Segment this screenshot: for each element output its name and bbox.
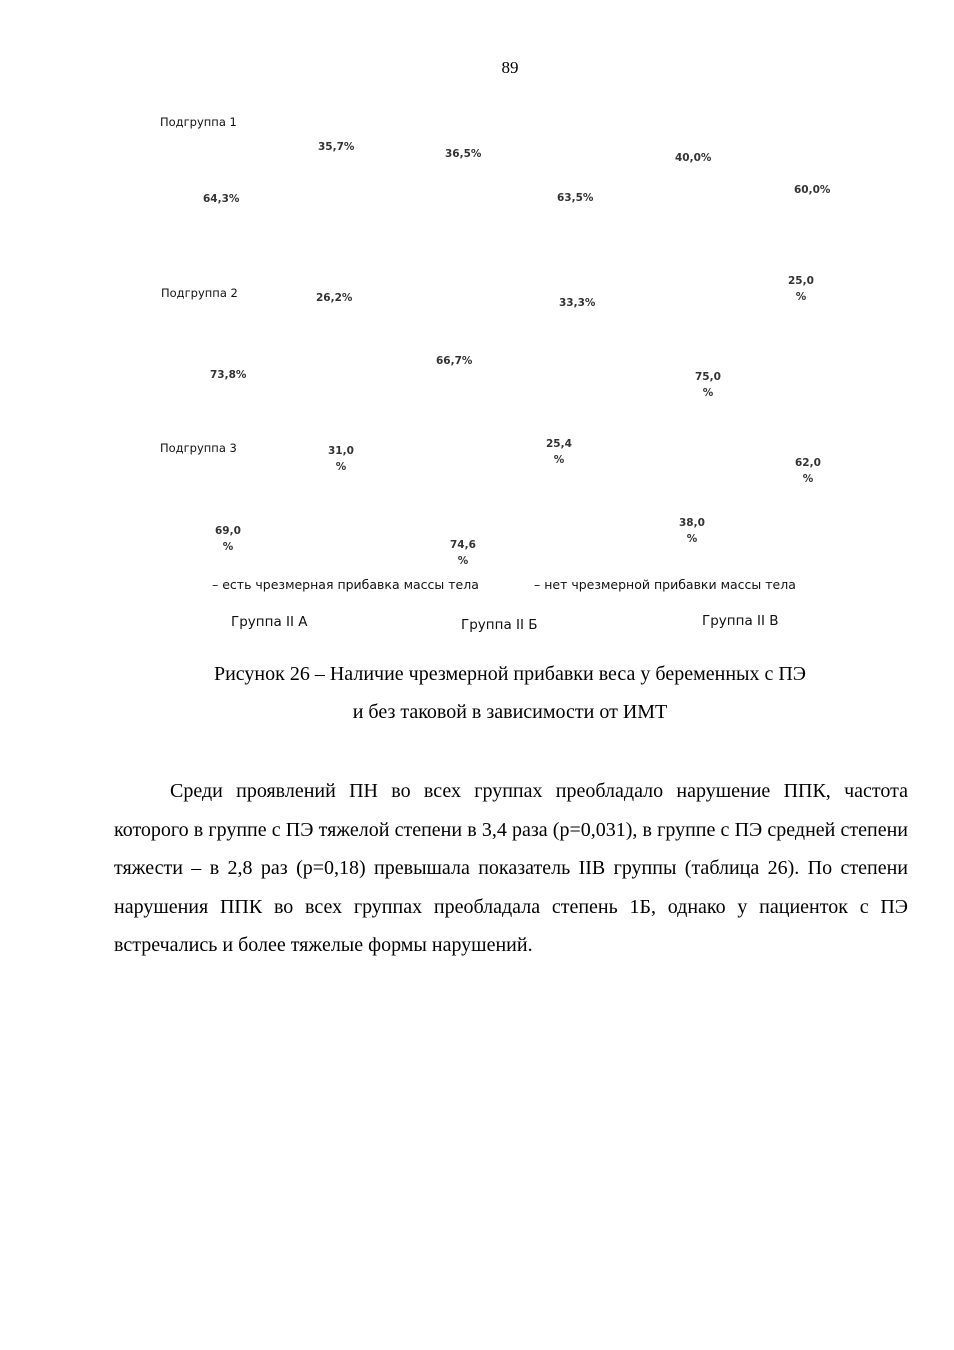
data-label: 25,0 % (788, 275, 814, 303)
row-label-subgroup-2: Подгруппа 2 (161, 286, 238, 300)
data-label: 33,3% (559, 297, 596, 309)
group-label-iib: Группа II Б (461, 617, 538, 633)
page-number: 89 (501, 58, 519, 77)
data-label: 62,0 % (795, 457, 821, 485)
body-paragraph: Среди проявлений ПН во всех группах преобладало нарушение ППК, частота которого в группе с ПЭ тяжелой степени в 3,4 раза (р=0,031), в группе с ПЭ средней степени тяжести – в 2,8 раз (р=0,18) превышала показатель IIВ группы (таблица 26). По степени нарушения ППК во всех группах преобладала степень 1Б, однако у пациенток с ПЭ встречались и более тяжелые формы нарушений. (114, 780, 908, 957)
group-label-iia: Группа II А (231, 614, 308, 630)
legend-no-excess: – нет чрезмерной прибавки массы тела (534, 577, 796, 592)
figure-caption-line-1: Рисунок 26 – Наличие чрезмерной прибавки веса у беременных с ПЭ (213, 663, 806, 685)
data-label: 66,7% (436, 355, 473, 367)
row-label-subgroup-3: Подгруппа 3 (160, 441, 237, 455)
row-label-subgroup-1: Подгруппа 1 (160, 115, 237, 129)
data-label: 73,8% (210, 369, 247, 381)
data-label: 74,6 % (450, 539, 476, 567)
data-label: 69,0 % (215, 525, 241, 553)
data-label: 63,5% (557, 192, 594, 204)
data-label: 64,3% (203, 193, 240, 205)
data-label: 60,0% (794, 184, 831, 196)
group-label-iiv: Группа II В (702, 613, 779, 629)
data-label: 31,0 % (328, 445, 354, 473)
data-label: 35,7% (318, 141, 355, 153)
pie-chart-figure (0, 0, 954, 650)
data-label: 36,5% (445, 148, 482, 160)
figure-caption-line-2: и без таковой в зависимости от ИМТ (352, 701, 668, 723)
legend-has-excess: – есть чрезмерная прибавка массы тела (212, 577, 479, 592)
data-label: 26,2% (316, 292, 353, 304)
data-label: 75,0 % (695, 371, 721, 399)
data-label: 38,0 % (679, 517, 705, 545)
data-label: 25,4 % (546, 438, 572, 466)
data-label: 40,0% (675, 152, 712, 164)
